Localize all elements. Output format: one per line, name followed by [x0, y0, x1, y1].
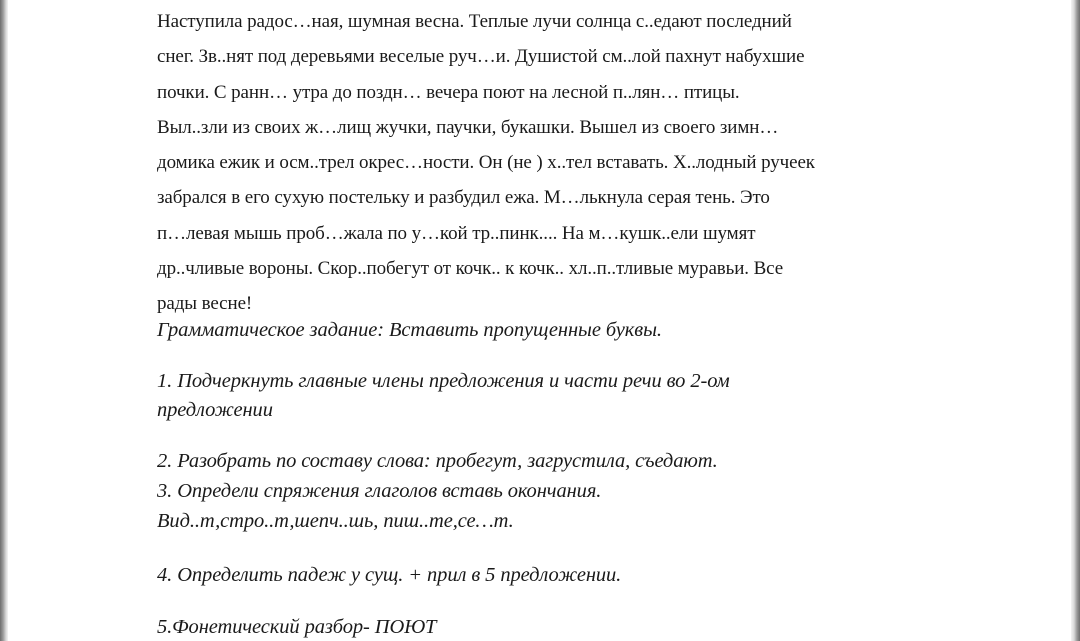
document-content: [157, 4, 1057, 641]
task-3-line-1: 3. Определи спряжения глаголов вставь окончания.: [157, 479, 602, 502]
text-line: снег. Зв..нят под деревьями веселые руч…и. Душистой см..лой пахнут набухшие: [157, 46, 805, 68]
text-line: Выл..зли из своих ж…лищ жучки, паучки, букашки. Вышел из своего зимн…: [157, 116, 779, 138]
task-3-line-2: Вид..т,стро..т,шепч..шь, пиш..те,се…т.: [157, 509, 514, 532]
right-page-edge: [1071, 0, 1080, 641]
task-2: 2. Разобрать по составу слова: пробегут, загрустила, съедают.: [157, 449, 718, 472]
text-line: забрался в его сухую постельку и разбудил ежа. М…лькнула серая тень. Это: [157, 187, 770, 209]
text-line: Наступила радос…ная, шумная весна. Теплые лучи солнца с..едают последний: [157, 11, 792, 32]
text-line: рады весне!: [157, 293, 253, 315]
task-5: 5.Фонетический разбор- ПОЮТ: [157, 615, 437, 638]
dictation-text: [157, 4, 1057, 322]
text-line: др..чливые вороны. Скор..побегут от кочк.. к кочк.. хл..п..тливые муравьи. Все: [157, 258, 784, 280]
text-line: п…левая мышь проб…жала по у…кой тр..пинк.... На м…кушк..ели шумят: [157, 222, 756, 244]
left-page-edge: [0, 0, 8, 641]
task-1-line-2: предложении: [157, 398, 273, 421]
grammar-task-header: Грамматическое задание: Вставить пропущенные буквы.: [157, 318, 662, 341]
grammar-tasks: [157, 316, 1057, 641]
text-line: домика ежик и осм..трел окрес…ности. Он (не ) х..тел вставать. Х..лодный ручеек: [157, 152, 815, 174]
text-line: почки. С ранн… утра до поздн… вечера поют на лесной п..лян… птицы.: [157, 81, 740, 103]
task-4: 4. Определить падеж у сущ. + прил в 5 предложении.: [157, 563, 622, 586]
task-1-line-1: 1. Подчеркнуть главные члены предложения и части речи во 2-ом: [157, 369, 730, 392]
